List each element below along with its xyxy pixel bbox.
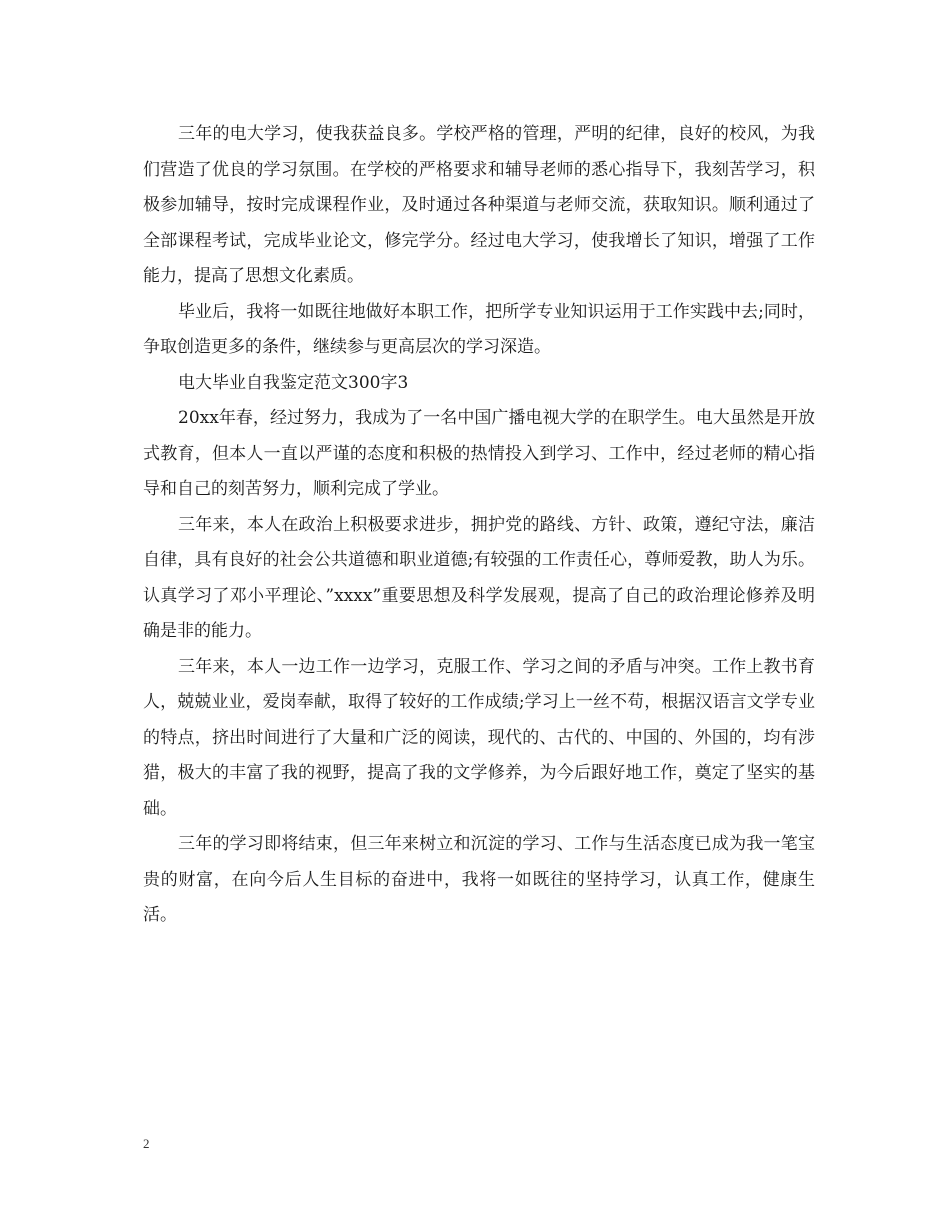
paragraph-enrollment: 20xx年春，经过努力，我成为了一名中国广播电视大学的在职学生。电大虽然是开放式教育，但本人一直以严谨的态度和积极的热情投入到学习、工作中，经过老师的精心指导和自己的刻苦努力，顺利完成了学业。 xyxy=(143,408,815,499)
page-number: 2 xyxy=(143,1136,150,1151)
paragraph-work-study: 三年来，本人一边工作一边学习，克服工作、学习之间的矛盾与冲突。工作上教书育人，兢兢业业，爱岗奉献，取得了较好的工作成绩;学习上一丝不苟，根据汉语言文学专业的特点，挤出时间进行了大量和广泛的阅读，现代的、古代的、中国的、外国的，均有涉猎，极大的丰富了我的视野，提高了我的文学修养，为今后跟好地工作，奠定了坚实的基础。 xyxy=(143,656,815,819)
section-heading: 电大毕业自我鉴定范文300字3 xyxy=(178,372,409,393)
document-body xyxy=(143,117,815,934)
paragraph-conclusion: 三年的学习即将结束，但三年来树立和沉淀的学习、工作与生活态度已成为我一笔宝贵的财富，在向今后人生目标的奋进中，我将一如既往的坚持学习，认真工作，健康生活。 xyxy=(143,834,815,925)
paragraph-political: 三年来，本人在政治上积极要求进步，拥护党的路线、方针、政策，遵纪守法，廉洁自律，具有良好的社会公共道德和职业道德;有较强的工作责任心，尊师爱教，助人为乐。认真学习了邓小平理论、”xxxx”重要思想及科学发展观，提高了自己的政治理论修养及明确是非的能力。 xyxy=(143,514,815,641)
paragraph-after-graduation: 毕业后，我将一如既往地做好本职工作，把所学专业知识运用于工作实践中去;同时，争取创造更多的条件，继续参与更高层次的学习深造。 xyxy=(143,301,815,357)
paragraph-study-summary: 三年的电大学习，使我获益良多。学校严格的管理，严明的纪律，良好的校风，为我们营造了优良的学习氛围。在学校的严格要求和辅导老师的悉心指导下，我刻苦学习，积极参加辅导，按时完成课程作业，及时通过各种渠道与老师交流，获取知识。顺利通过了全部课程考试，完成毕业论文，修完学分。经过电大学习，使我增长了知识，增强了工作能力，提高了思想文化素质。 xyxy=(143,124,815,286)
